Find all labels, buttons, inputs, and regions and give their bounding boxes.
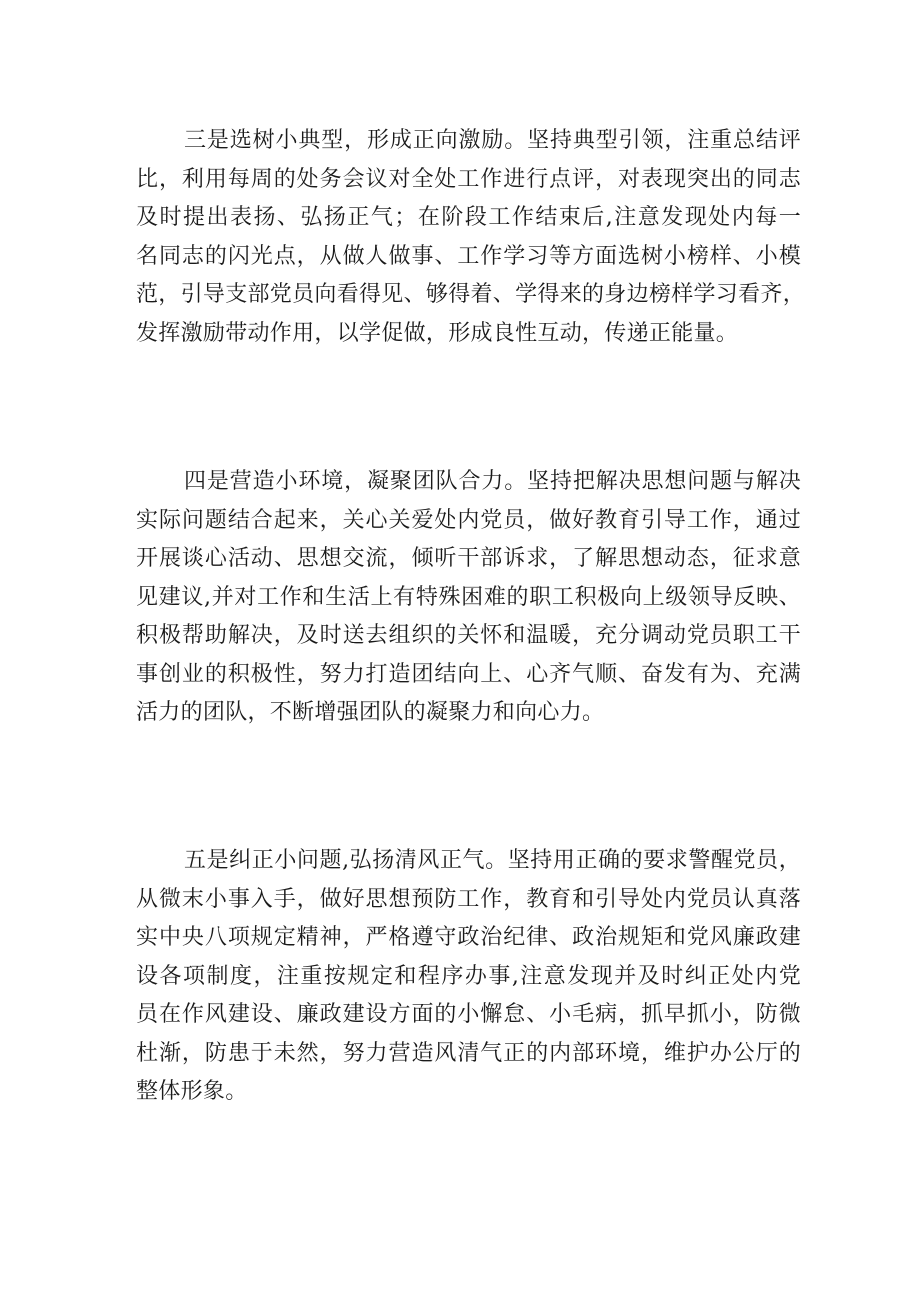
paragraph-five-problems: [136, 842, 801, 1112]
paragraph-line: 设各项制度，注重按规定和程序办事,注意发现并及时纠正处内党: [136, 963, 801, 989]
paragraph-line: 员在作风建设、廉政建设方面的小懈怠、小毛病，抓早抓小，防微: [136, 1002, 801, 1027]
paragraph-line: 比，利用每周的处务会议对全处工作进行点评，对表现突出的同志: [136, 166, 801, 192]
paragraph-line: 名同志的闪光点，从做人做事、工作学习等方面选树小榜样、小模: [136, 243, 801, 269]
paragraph-line: 见建议,并对工作和生活上有特殊困难的职工积极向上级领导反映、: [136, 584, 801, 610]
paragraph-line: 五是纠正小问题,弘扬清风正气。坚持用正确的要求警醒党员，: [184, 848, 801, 873]
paragraph-line: 从微末小事入手，做好思想预防工作，教育和引导处内党员认真落: [136, 886, 801, 912]
paragraph-line: 开展谈心活动、思想交流，倾听干部诉求，了解思想动态，征求意: [136, 546, 801, 571]
paragraph-line: 范，引导支部党员向看得见、够得着、学得来的身边榜样学习看齐，: [136, 282, 806, 307]
paragraph-line: 事创业的积极性，努力打造团结向上、心齐气顺、奋发有为、充满: [136, 661, 801, 687]
paragraph-line: 实际问题结合起来，关心关爱处内党员，做好教育引导工作，通过: [136, 507, 801, 533]
paragraph-line: 及时提出表扬、弘扬正气；在阶段工作结束后,注意发现处内每一: [136, 205, 801, 230]
paragraph-line: 积极帮助解决，及时送去组织的关怀和温暖，充分调动党员职工干: [136, 623, 801, 648]
paragraph-four-environment: [136, 463, 801, 733]
paragraph-line: 活力的团队，不断增强团队的凝聚力和向心力。: [136, 700, 605, 725]
paragraph-line: 杜渐，防患于未然，努力营造风清气正的内部环境，维护办公厅的: [136, 1040, 801, 1066]
paragraph-line: 整体形象。: [136, 1079, 248, 1104]
paragraph-three-role-models: [136, 122, 806, 353]
paragraph-line: 发挥激励带动作用，以学促做，形成良性互动，传递正能量。: [136, 320, 739, 346]
paragraph-line: 四是营造小环境，凝聚团队合力。坚持把解决思想问题与解决: [184, 469, 801, 494]
paragraph-line: 实中央八项规定精神，严格遵守政治纪律、政治规矩和党风廉政建: [136, 925, 801, 950]
paragraph-line: 三是选树小典型，形成正向激励。坚持典型引领，注重总结评: [184, 128, 801, 153]
